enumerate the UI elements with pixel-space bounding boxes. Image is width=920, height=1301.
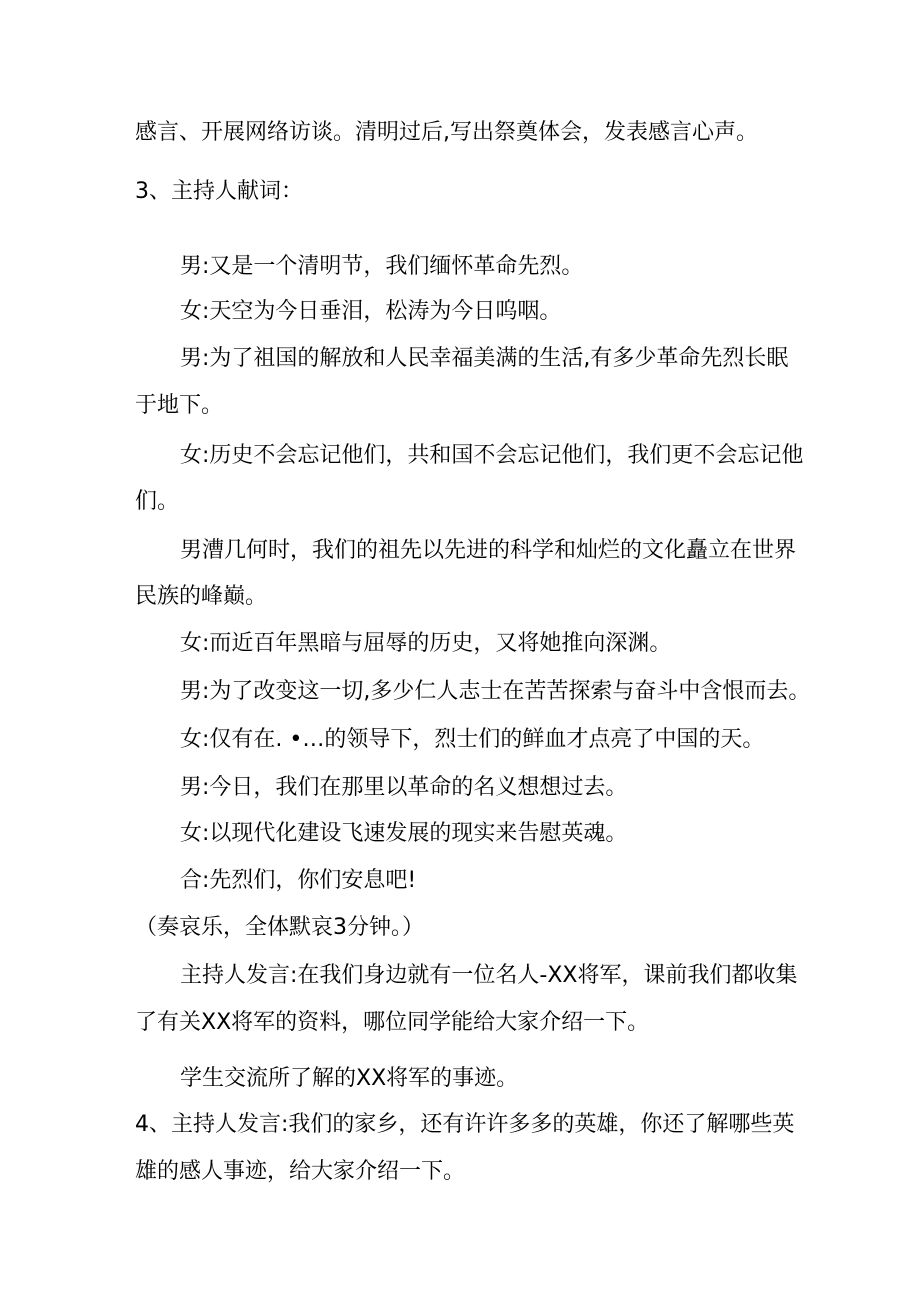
body-text-line: 主持人发言:在我们身边就有一位名人-XX将军，课前我们都收集 bbox=[180, 963, 798, 988]
dialogue-line-continuation: 们。 bbox=[135, 489, 180, 514]
dialogue-line: 女:天空为今日垂泪，松涛为今日呜咽。 bbox=[180, 299, 562, 324]
dialogue-line: 男:为了改变这一切,多少仁人志士在苦苦探索与奋斗中含恨而去。 bbox=[180, 679, 811, 704]
section-heading-3: 3、主持人献词： bbox=[135, 179, 303, 204]
dialogue-line-continuation: 于地下。 bbox=[135, 393, 224, 418]
body-text-line-continuation: 雄的感人事迹，给大家介绍一下。 bbox=[135, 1159, 466, 1184]
body-text-line: 学生交流所了解的XX将军的事迹。 bbox=[180, 1066, 519, 1091]
dialogue-line: 合:先烈们，你们安息吧! bbox=[180, 868, 417, 893]
dialogue-line: 男:今日，我们在那里以革命的名义想想过去。 bbox=[180, 775, 628, 800]
dialogue-line: 男:为了祖国的解放和人民幸福美满的生活,有多少革命先烈长眠 bbox=[180, 346, 789, 371]
dialogue-line: 女:而近百年黑暗与屈辱的历史，又将她推向深渊。 bbox=[180, 631, 672, 656]
dialogue-line: 男漕几何时，我们的祖先以先进的科学和灿烂的文化矗立在世界 bbox=[180, 538, 797, 563]
dialogue-line: 男:又是一个清明节，我们缅怀革命先烈。 bbox=[180, 254, 584, 279]
stage-direction: （奏哀乐，全体默哀3分钟。） bbox=[135, 915, 424, 940]
dialogue-line: 女:以现代化建设飞速发展的现实来告慰英魂。 bbox=[180, 821, 628, 846]
dialogue-line-continuation: 民族的峰巅。 bbox=[135, 584, 268, 609]
body-text-line: 感言、开展网络访谈。清明过后,写出祭奠体会，发表感言心声。 bbox=[135, 120, 758, 145]
section-heading-4: 4、主持人发言:我们的家乡，还有许许多多的英雄，你还了解哪些英 bbox=[135, 1112, 795, 1137]
body-text-line-continuation: 了有关XX将军的资料，哪位同学能给大家介绍一下。 bbox=[135, 1010, 650, 1035]
dialogue-line: 女:仅有在. •…的领导下，烈士们的鲜血才点亮了中国的天。 bbox=[180, 727, 765, 752]
dialogue-line: 女:历史不会忘记他们，共和国不会忘记他们，我们更不会忘记他 bbox=[180, 443, 804, 468]
